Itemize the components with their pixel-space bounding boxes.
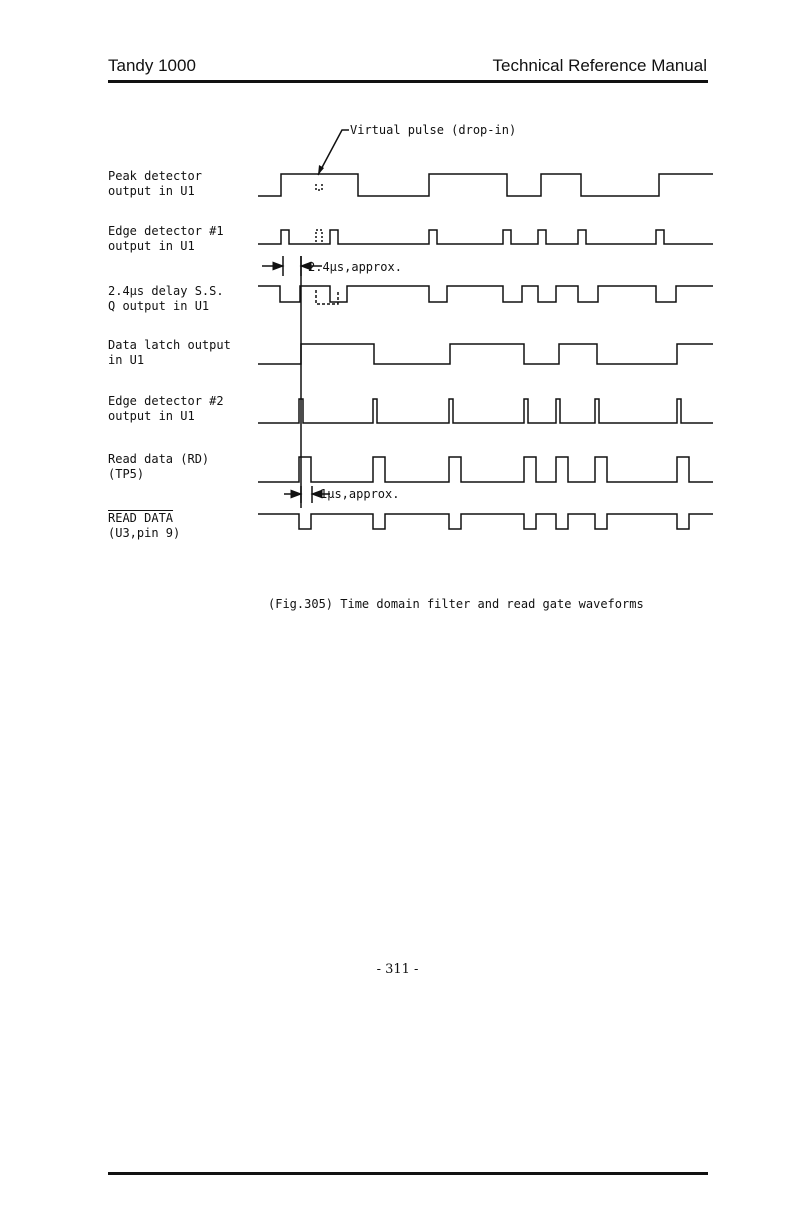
waveform-peak-detector	[258, 174, 713, 196]
waveform-read-data-rd	[258, 457, 713, 482]
waveform-data-latch	[258, 344, 713, 364]
header-title-right: Technical Reference Manual	[492, 56, 707, 75]
page-number: - 311 -	[376, 962, 419, 977]
signal-label-read-data-rd: Read data (RD) (TP5)	[108, 452, 210, 481]
virtual-pulse-annotation: Virtual pulse (drop-in)	[350, 123, 517, 137]
signal-label-read-data-u3: READ DATA (U3,pin 9)	[108, 511, 181, 540]
drop-in-pulse-edge	[316, 230, 322, 242]
signal-label-edge-detector-2: Edge detector #2 output in U1	[108, 394, 224, 423]
signal-label-delay-ss: 2.4µs delay S.S. Q output in U1	[108, 284, 224, 313]
drop-in-pulse-peak	[316, 184, 322, 190]
waveform-read-data-u3	[258, 514, 713, 529]
header-title-left: Tandy 1000	[108, 56, 196, 75]
read-annotation: 1µs,approx.	[320, 487, 400, 501]
signal-label-edge-detector-1: Edge detector #1 output in U1	[108, 224, 224, 253]
figure-caption: (Fig.305) Time domain filter and read gate waveforms	[268, 597, 644, 611]
waveform-delay-ss	[258, 286, 713, 302]
delay-annotation: 2.4µs,approx.	[308, 260, 402, 274]
signal-label-data-latch: Data latch output in U1	[108, 338, 231, 367]
footer-rule	[108, 1172, 708, 1175]
waveform-edge-detector-2	[258, 399, 713, 423]
signal-label-peak-detector: Peak detector output in U1	[108, 169, 202, 198]
waveform-edge-detector-1	[258, 230, 713, 244]
